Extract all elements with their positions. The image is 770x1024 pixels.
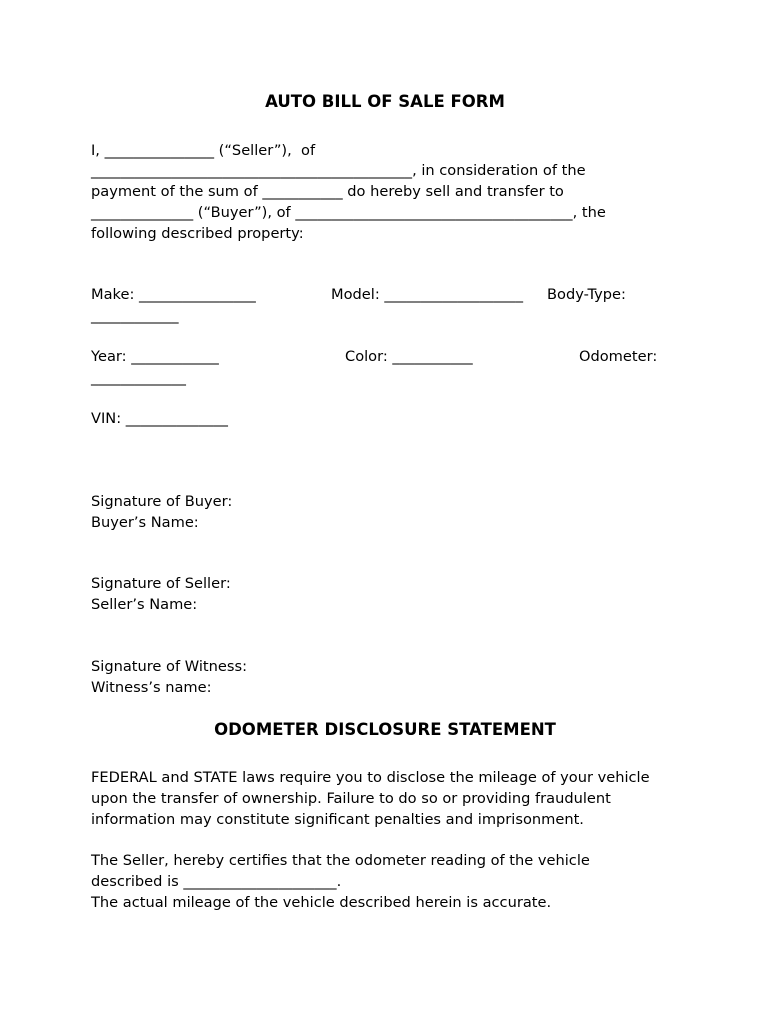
intro-line-4: ______________ (“Buyer”), of ______________________________________, the [91, 204, 606, 221]
intro-line-3: payment of the sum of ___________ do hereby sell and transfer to [91, 183, 564, 200]
buyer-signature-label: Signature of Buyer: [91, 493, 233, 510]
body-type-label: Body-Type: [547, 286, 626, 303]
statement-paragraph-1-line-3: information may constitute significant penalties and imprisonment. [91, 811, 584, 828]
make-field: Make: ________________ [91, 286, 256, 303]
color-field: Color: ___________ [345, 348, 473, 365]
seller-name-label: Seller’s Name: [91, 596, 198, 613]
odometer-statement-title: ODOMETER DISCLOSURE STATEMENT [214, 720, 556, 739]
statement-paragraph-2-line-2: described is _____________________. [91, 873, 342, 890]
form-title: AUTO BILL OF SALE FORM [265, 92, 505, 111]
intro-line-5: following described property: [91, 225, 304, 242]
statement-paragraph-1-line-1: FEDERAL and STATE laws require you to disclose the mileage of your vehicle [91, 769, 650, 786]
vin-field: VIN: ______________ [91, 410, 228, 427]
witness-name-label: Witness’s name: [91, 679, 212, 696]
statement-paragraph-1-line-2: upon the transfer of ownership. Failure to do so or providing fraudulent [91, 790, 611, 807]
statement-paragraph-2-line-1: The Seller, hereby certifies that the odometer reading of the vehicle [91, 852, 590, 869]
odometer-label: Odometer: [579, 348, 658, 365]
buyer-name-label: Buyer’s Name: [91, 514, 199, 531]
witness-signature-label: Signature of Witness: [91, 658, 247, 675]
statement-paragraph-2-line-3: The actual mileage of the vehicle described herein is accurate. [91, 894, 552, 911]
body-type-blank: ____________ [91, 307, 179, 324]
intro-line-1: I, _______________ (“Seller”), of [91, 142, 316, 159]
model-field: Model: ___________________ [331, 286, 524, 303]
seller-signature-label: Signature of Seller: [91, 575, 231, 592]
intro-line-2: ____________________________________________, in consideration of the [91, 162, 586, 179]
odometer-blank: _____________ [91, 369, 186, 386]
year-field: Year: ____________ [91, 348, 219, 365]
